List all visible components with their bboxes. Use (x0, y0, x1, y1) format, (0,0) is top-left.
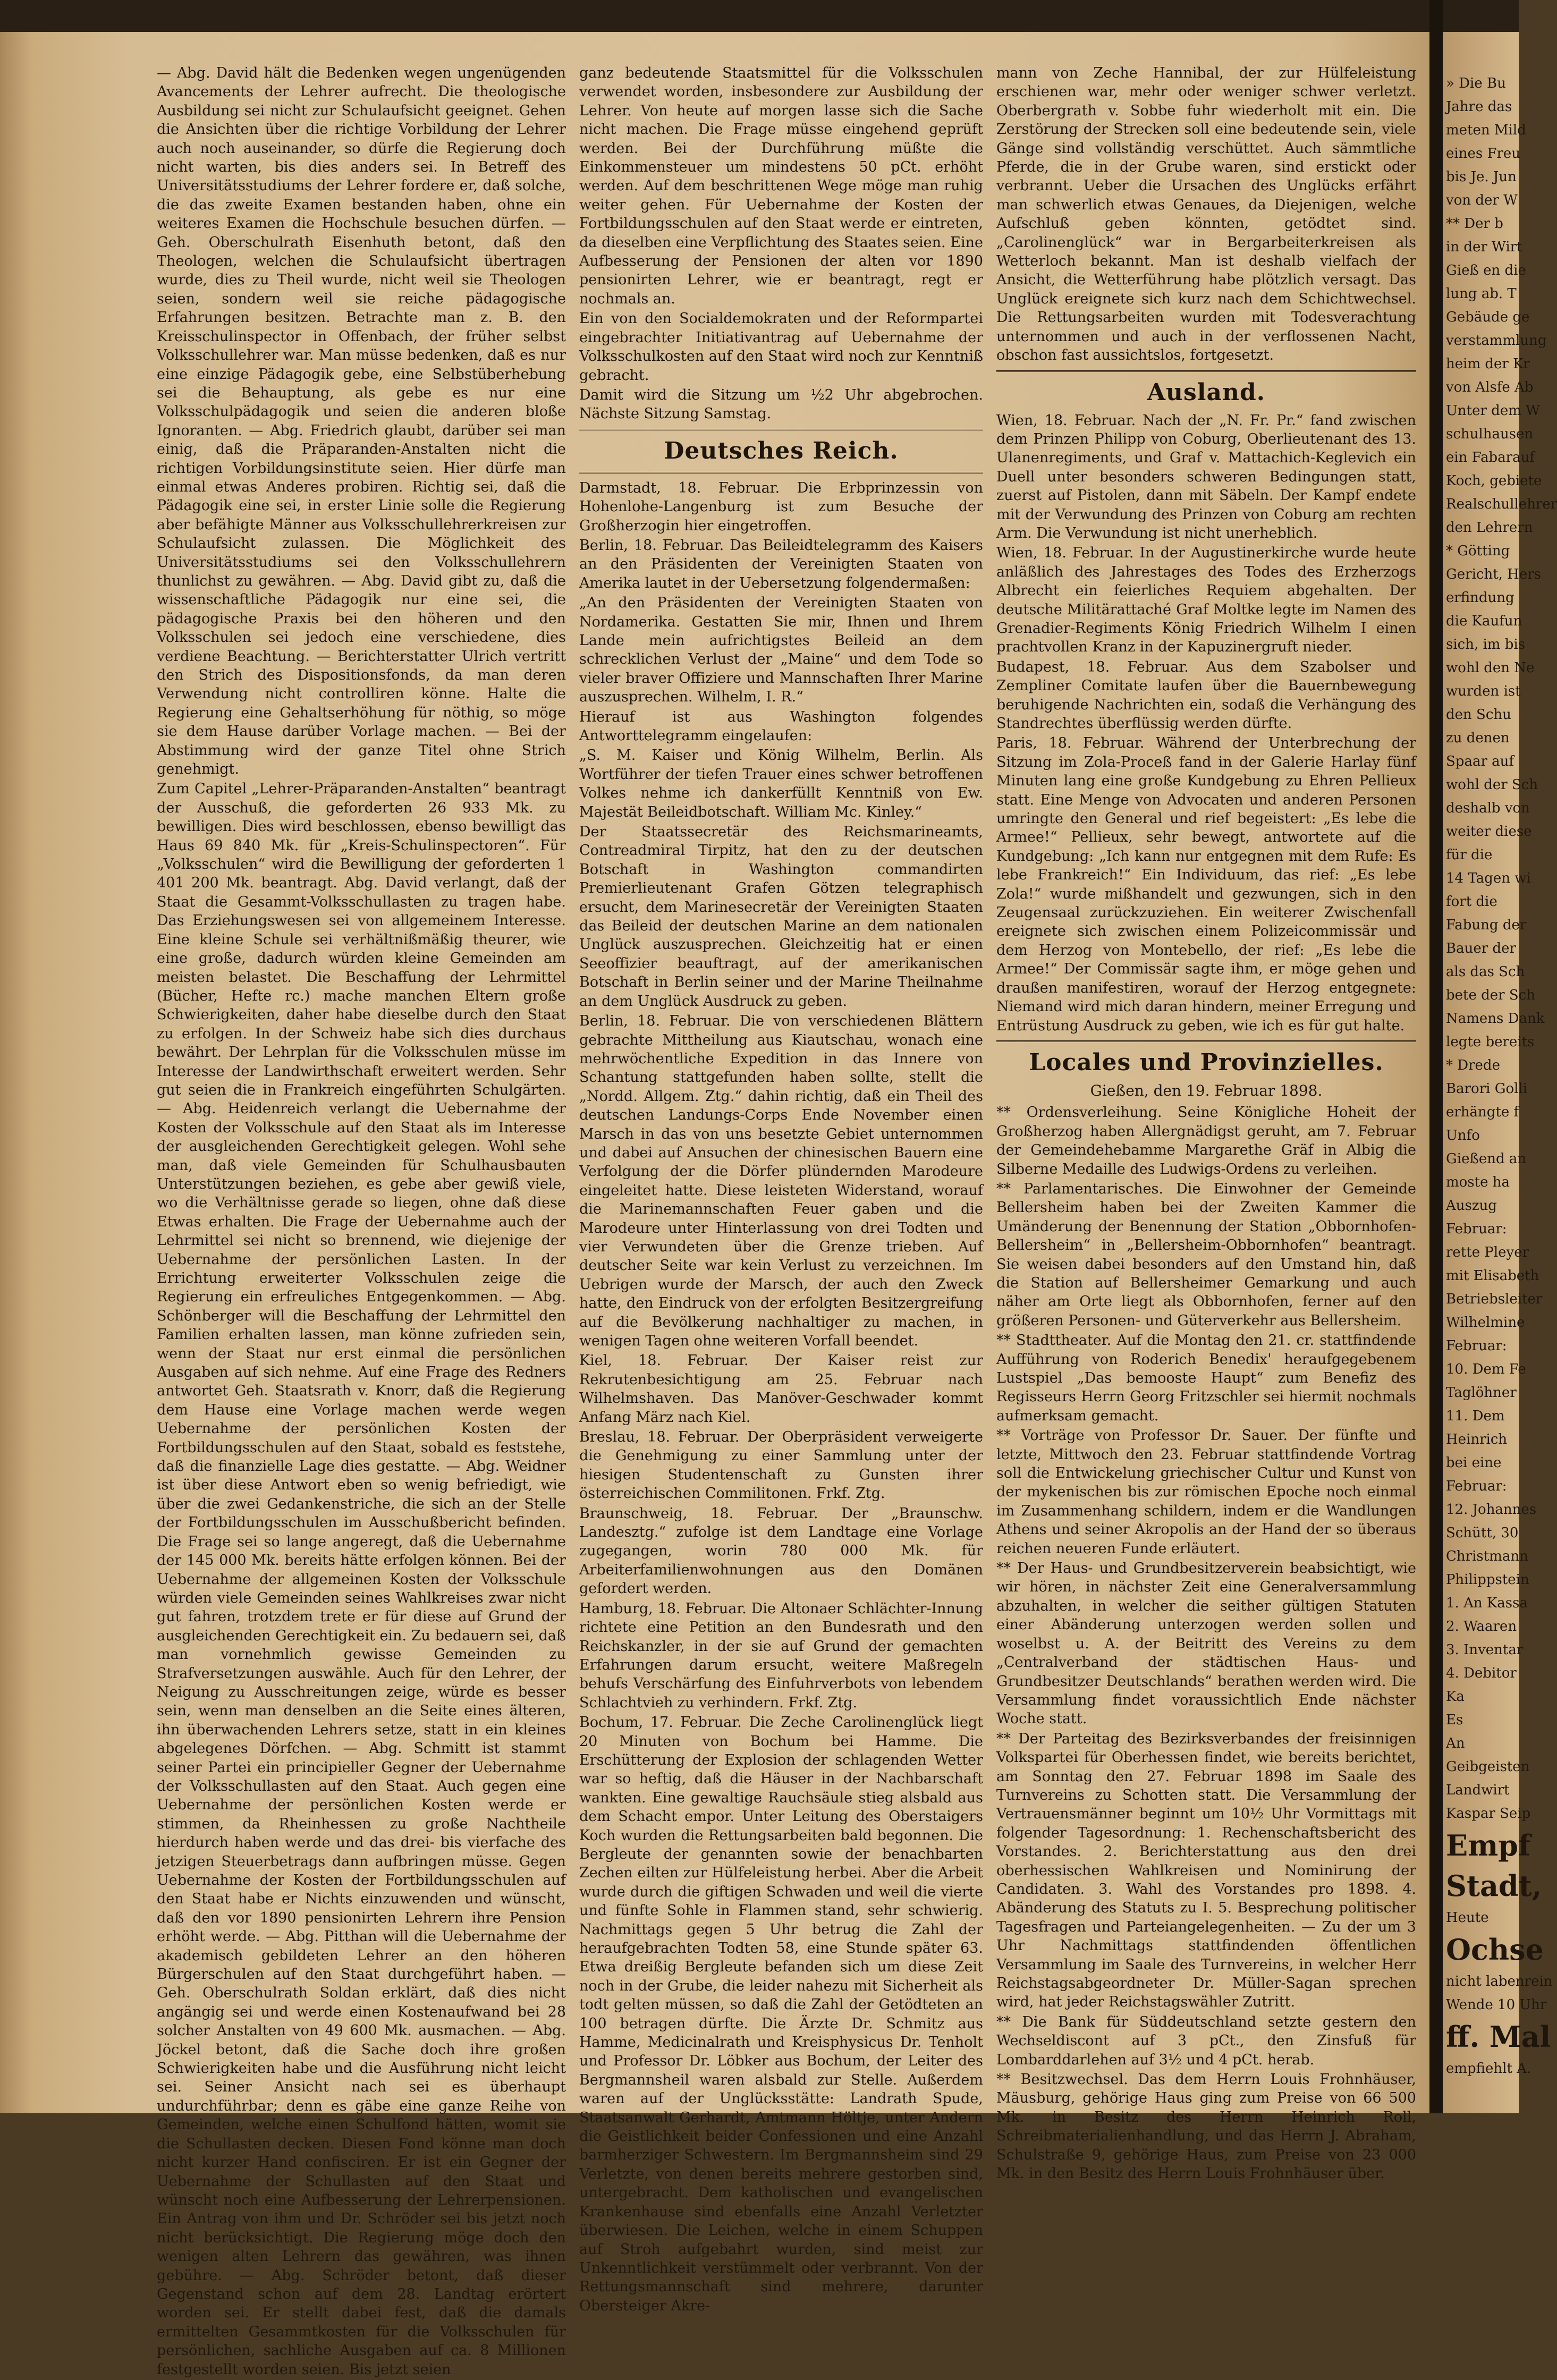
edge-text-fragment: eines Freu (1446, 146, 1521, 162)
edge-text-fragment: Unter dem W (1446, 403, 1540, 419)
edge-text-fragment: den Schu (1446, 707, 1511, 723)
edge-text-fragment: 1. An Kassa (1446, 1595, 1528, 1611)
edge-text-fragment: Jahre das (1446, 99, 1512, 115)
news-item: ** Die Bank für Süddeutschland setzte gestern den Wechseldiscont auf 3 pCt., den Zinsfuß für Lombarddarlehen auf 3½ und 4 pCt. herab. (996, 2013, 1416, 2068)
article-paragraph: Zum Capitel „Lehrer-Präparanden-Anstalten“ beantragt der Ausschuß, die geforderten 26 933 Mk. zu bewilligen. Dies wird beschlossen, ebenso bewilligt das Haus 69 840 Mk. für „Kreis-Schulinspectoren“. Für „Volksschulen“ wird die Bewilligung der geforderten 1 401 200 Mk. beantragt. Abg. David verlangt, daß der Staat die Gesammt-Volksschullasten zu tragen habe. Das Erziehungswesen sei von allgemeinem Interesse. Eine kleine Schule sei verhältnißmäßig theurer, wie eine große, dadurch würden kleine Gemeinden am meisten belastet. Die Beschaffung der Lehrmittel (Bücher, Hefte rc.) mache manchen Eltern große Schwierigkeiten, daher habe dieselbe durch den Staat zu erfolgen. In der Schweiz habe sich dies durchaus bewährt. Der Lehrplan für die Volksschulen müsse im Interesse der Landwirthschaft erweitert werden. Sehr gut seien die in Frankreich eingeführten Schulgärten. — Abg. Heidenreich verlangt die Uebernahme der Kosten der Volksschule auf den Staat als im Interesse der ausgleichenden Gerechtigkeit gelegen. Wohl sehe man, daß viele Gemeinden für Schulhausbauten Unterstützungen beziehen, es gebe aber gewiß viele, wo die Verhältnisse gerade so liegen, ohne daß diese Etwas erhalten. Die Frage der Uebernahme auch der Lehrmittel sei nicht so brennend, wie diejenige der Uebernahme der persönlichen Lasten. In der Errichtung erweiterter Volksschulen zeige die Regierung ein erfreuliches Entgegenkommen. — Abg. Schönberger will die Beschaffung der Lehrmittel den Familien erhalten lassen, man könne zufrieden sein, wenn der Staat nur erst einmal die persönlichen Ausgaben auf sich nehme. Auf eine Frage des Redners antwortet Geh. Staatsrath v. Knorr, daß die Regierung dem Hause eine Vorlage machen werde wegen Uebernahme der persönlichen Kosten der Fortbildungsschulen auf den Staat, sobald es feststehe, daß die finanzielle Lage dies gestatte. — Abg. Weidner ist über diese Antwort eben so wenig befriedigt, wie über die zwei Gedankenstriche, die sich an der Stelle der Fortbildungsschulen im Ausschußbericht befinden. Die Frage sei so lange angeregt, daß die Uebernahme der 145 000 Mk. bereits hätte erfolgen können. Bei der Uebernahme der allgemeinen Kosten der Volksschule würden viele Gemeinden seines Wahlkreises zwar nicht gut fahren, trotzdem trete er für diese auf Grund der ausgleichenden Gerechtigkeit ein. Zu bedauern sei, daß man vornehmlich gewisse Gemeinden zu Strafversetzungen auswähle. Auch für den Lehrer, der Neigung zu Ausschreitungen zeige, würde es besser sein, wenn man denselben an die Seite eines älteren, ihn überwachenden Lehrers setze, statt in ein kleines abgelegenes Dörfchen. — Abg. Schmitt ist stammt seiner Partei ein principieller Gegner der Uebernahme der Volksschullasten auf den Staat. Auch gegen eine Uebernahme der persönlichen Kosten werde er stimmen, da Rheinhessen zu große Nachtheile hierdurch haben werde und das drei- bis vierfache des jetzigen Steuerbetrags dann aufbringen müsse. Gegen Uebernahme der Kosten der Fortbildungsschulen auf den Staat habe er Nichts einzuwenden und wünscht, daß den vor 1890 pensionirten Lehrern ihre Pension erhöht werde. — Abg. Pitthan will die Uebernahme der akademisch gebildeten Lehrer an den höheren Bürgerschulen auf den Staat durchgeführt haben. — Geh. Oberschulrath Soldan erklärt, daß dies nicht angängig sei und werde einen Kostenaufwand bei 28 solcher Anstalten von 49 600 Mk. ausmachen. — Abg. Jöckel betont, daß die Sache doch ihre großen Schwierigkeiten habe und die Ausführung nicht leicht sei. Seiner Ansicht nach sei es überhaupt undurchführbar; denn es gäbe eine ganze Reihe von Gemeinden, welche einen Schulfond hätten, womit sie die Schullasten decken. Diesen Fond könne man doch nicht kurzer Hand confisciren. Er ist ein Gegner der Uebernahme der Schullasten auf den Staat und wünscht noch eine Aufbesserung der Lehrerpensionen. Ein Antrag von ihm und Dr. Schröder sei bis jetzt noch nicht berücksichtigt. Die Regierung möge doch den wenigen alten Lehrern das gewähren, was ihnen gebühre. — Abg. Schröder betont, daß dieser Gegenstand schon auf dem 28. Landtag erörtert worden sei. Er stellt dabei fest, daß die damals ermittelten Gesammtkosten für die Volksschulen für persönlichen, sachliche Ausgaben auf ca. 8 Millionen festgestellt worden seien. Bis jetzt seien (157, 781, 566, 2378)
article-paragraph: mann von Zeche Hannibal, der zur Hülfeleistung erschienen war, mehr oder weniger schwer verletzt. Oberbergrath v. Sobbe fuhr wiederholt mit ein. Die Zerstörung der Strecken soll eine bedeutende sein, viele Gänge sind vollständig verschüttet. Auch sämmtliche Pferde, die in der Grube waren, sind erstickt oder verbrannt. Ueber die Ursachen des Unglücks erfährt man schwerlich etwas Genaues, da Diejenigen, welche Aufschluß geben könnten, getödtet sind. „Carolinenglück“ war in Bergarbeiterkreisen als Wetterloch bekannt. Man ist deshalb vielfach der Ansicht, die Wetterführung habe plötzlich versagt. Das Unglück ereignete sich kurz nach dem Schichtwechsel. Die Rettungsarbeiten wurden mit Todesverachtung unternommen und auch in der verflossenen Nacht, obschon fast aussichtslos, fortgesetzt. (996, 65, 1416, 364)
news-item: Paris, 18. Februar. Während der Unterbrechung der Sitzung im Zola-Proceß fand in der Galerie Harlay fünf Minuten lang eine große Kundgebung zu Ehren Pellieux statt. Eine Menge von Advocaten und anderen Personen umringte den General und rief begeistert: „Es lebe die Armee!“ Pellieux, sehr bewegt, antwortete auf die Kundgebung: „Ich kann nur entgegnen mit dem Rufe: Es lebe Frankreich!“ Ein Individuum, das rief: „Es lebe Zola!“ wurde mißhandelt und gezwungen, sich in den Zeugensaal zurückzuziehen. Ein weiterer Zwischenfall ereignete sich zwischen einem Polizeicommissär und dem Herzog von Montebello, der rief: „Es lebe die Armee!“ Der Commissär sagte ihm, er möge gehen und draußen manifestiren, worauf der Herzog entgegnete: Niemand wird mich daran hindern, meiner Erregung und Entrüstung Ausdruck zu geben, wie ich es für gut halte. (996, 735, 1416, 1034)
edge-text-fragment: wurden ist (1446, 683, 1521, 699)
news-item: Bochum, 17. Februar. Die Zeche Carolinenglück liegt 20 Minuten von Bochum bei Hamme. Die Erschütterung der Explosion der schlagenden Wetter war so heftig, daß die Häuser in der Nachbarschaft wankten. Eine gewaltige Rauchsäule stieg alsbald aus dem Schacht empor. Unter Leitung des Oberstaigers Koch wurden die Rettungsarbeiten bald begonnen. Die Bergleute der genannten sowie der benachbarten Zechen eilten zur Hülfeleistung herbei. Aber die Arbeit wurde durch die giftigen Schwaden und weil die vierte und fünfte Sohle in Flammen stand, sehr schwierig. Nachmittags gegen 5 Uhr betrug die Zahl der heraufgebrachten Todten 58, eine Stunde später 63. Etwa dreißig Bergleute befanden sich um diese Zeit noch in der Grube, die leider nahezu mit Sicherheit als todt gelten müssen, so daß die Zahl der Getödteten an 100 betragen dürfte. Die Ärzte Dr. Schmitz aus Hamme, Medicinalrath und Kreisphysicus Dr. Tenholt und Professor Dr. Löbker aus Bochum, der Leiter des Bergmannsheil waren alsbald zur Stelle. Außerdem waren auf der Unglücksstätte: Landrath Spude, Staatsanwalt Gerhardt, Amtmann Höltje, unter Andern die Geistlichkeit beider Confessionen und eine Anzahl barmherziger Schwestern. Im Bergmannsheim sind 29 Verletzte, von denen bereits mehrere gestorben sind, untergebracht. Dem katholischen und evangelischen Krankenhause sind ebenfalls eine Anzahl Verletzter überwiesen. Die Leichen, welche in einem Schuppen auf Stroh aufgebahrt wurden, sind meist zur Unkenntlichkeit verstümmelt oder verbrannt. Von der Rettungsmannschaft sind mehrere, darunter Obersteiger Akre- (579, 1714, 983, 2314)
edge-text-fragment: 2. Waaren (1446, 1619, 1517, 1634)
edge-text-fragment: Es (1446, 1712, 1463, 1728)
news-item: Darmstadt, 18. Februar. Die Erbprinzessin von Hohenlohe-Langenburg ist zum Besuche der Großherzogin hier eingetroffen. (579, 479, 983, 534)
edge-text-fragment: erfindung (1446, 590, 1514, 606)
section-heading-ausland: Ausland. (1147, 378, 1266, 406)
edge-text-fragment: Heute (1446, 1910, 1489, 1926)
section-rule (579, 429, 983, 430)
news-item: ** Vorträge von Professor Dr. Sauer. Der fünfte und letzte, Mittwoch den 23. Februar stattfindende Vortrag soll die Entwickelung griechischer Cultur und Kunst von der mykenischen bis zur römischen Epoche noch einmal im Zusammenhang schildern, indem er die Wandlungen Athens und seiner Akropolis an der Hand der so überaus reichen neueren Funde erläutert. (996, 1427, 1416, 1557)
news-item: ** Stadttheater. Auf die Montag den 21. cr. stattfindende Aufführung von Roderich Benedix' heraufgegebenem Lustspiel „Das bemooste Haupt“ zum Benefiz des Regisseurs Herrn Georg Fritzschler sei hiermit nochmals aufmerksam gemacht. (996, 1332, 1416, 1424)
news-item: Berlin, 18. Februar. Das Beileidtelegramm des Kaisers an den Präsidenten der Vereinigten Staaten von Amerika lautet in der Uebersetzung folgendermaßen: (579, 537, 983, 591)
edge-text-fragment: 12. Johannes (1446, 1502, 1537, 1518)
news-item: „S. M. Kaiser und König Wilhelm, Berlin. Als Wortführer der tiefen Trauer eines schwer betroffenen Volkes nehme ich dankerfüllt Kenntniß von Ew. Majestät Beileidbotschaft. William Mc. Kinley.“ (579, 747, 983, 820)
edge-text-fragment: 14 Tagen wi (1446, 870, 1531, 886)
section-rule (996, 1040, 1416, 1042)
section-heading-locales: Locales und Provinzielles. (1029, 1048, 1384, 1076)
news-item: ** Besitzwechsel. Das dem Herrn Louis Frohnhäuser, Mäusburg, gehörige Haus ging zum Preise von 66 500 Mk. in Besitz des Herrn Heinrich Roll, Schreibmaterialienhandlung, und das Herrn J. Abraham, Schulstraße 9, gehörige Haus, zum Preise von 23 000 Mk. in den Besitz des Herrn Louis Frohnhäuser über. (996, 2071, 1416, 2182)
edge-text-fragment: Gericht, Hers (1446, 566, 1542, 582)
edge-text-fragment: 4. Debitor (1446, 1665, 1517, 1681)
news-item: Wien, 18. Februar. In der Augustinerkirche wurde heute anläßlich des Jahrestages des Todes des Erzherzogs Albrecht ein feierliches Requiem abgehalten. Der deutsche Militärattaché Graf Moltke legte im Namen des Grenadier-Regiments König Friedrich Wilhelm I einen prachtvollen Kranz in der Kapuzinergruft nieder. (996, 545, 1416, 656)
edge-text-fragment: Philippstein (1446, 1572, 1529, 1588)
edge-text-fragment: Februar: (1446, 1221, 1507, 1237)
edge-text-fragment: Geibgeisten (1446, 1759, 1530, 1775)
article-paragraph: — Abg. David hält die Bedenken wegen ungenügenden Avancements der Lehrer aufrecht. Die theologische Ausbildung sei nicht zur Schulaufsicht geeignet. Gehen die Ansichten über die richtige Vorbildung der Lehrer auch noch auseinander, so dürfe die Regierung doch nicht warten, bis dies anders sei. In Betreff des Universitätsstudiums der Lehrer fordere er, daß solche, die das zweite Examen bestanden haben, ohne ein weiteres Examen die Hochschule besuchen dürfen. — Geh. Oberschulrath Eisenhuth betont, daß den Theologen, welchen die Schulaufsicht übertragen wurde, dies zu Theil wurde, nicht weil sie Theologen seien, sondern weil sie reiche pädagogische Erfahrungen besitzen. Betrachte man z. B. den Kreisschulinspector in Offenbach, der früher selbst Volksschullehrer war. Man müsse bedenken, daß es nur eine einzige Pädagogik gebe, eine Selbstüberhebung sei die Behauptung, als gebe es nur eine Volksschulpädagogik und seien die anderen bloße Ignoranten. — Abg. Friedrich glaubt, darüber sei man einig, daß die Präparanden-Anstalten nicht die richtigen Vorbildungsinstitute seien. Hier dürfe man einmal etwas Anderes probiren. Richtig sei, daß die Pädagogik eine sei, in erster Linie solle die Regierung aber befähigte Männer aus Volksschullehrerkreisen zur Schulaufsicht zulassen. Die Möglichkeit des Universitätsstudiums sei den Volksschullehrern thunlichst zu gewähren. — Abg. David gibt zu, daß die wissenschaftliche Pädagogik nur eine sei, die pädagogische Praxis bei den höheren und den Volksschulen sei jedoch eine verschiedene, dies verdiene Beachtung. — Berichterstatter Ulrich vertritt den Strich des Dispositionsfonds, da man deren Verwendung nicht controlliren könne. Halte die Regierung eine Gehaltserhöhung für nöthig, so möge sie dem Hause darüber Vorlage machen. — Bei der Abstimmung wird der ganze Titel ohne Strich genehmigt. (157, 65, 566, 778)
news-item: ** Der Parteitag des Bezirksverbandes der freisinnigen Volkspartei für Oberhessen findet, wie bereits berichtet, am Sonntag den 27. Februar 1898 im Saale des Turnvereins zu Schotten statt. Die Versammlung der Vertrauensmänner beginnt um 10½ Uhr Vormittags mit folgender Tagesordnung: 1. Rechenschaftsbericht des Vorstandes. 2. Berichterstattung aus den drei oberhessischen Wahlkreisen und Nominirung der Candidaten. 3. Wahl des Vorstandes pro 1898. 4. Abänderung des Statuts zu I. 5. Besprechung politischer Tagesfragen und Parteiangelegenheiten. — Zu der um 3 Uhr Nachmittags stattfindenden öffentlichen Versammlung im Saale des Turnvereins, in welcher Herr Reichstagsabgeordneter Dr. Müller-Sagan sprechen wird, hat jeder Reichstagswähler Zutritt. (996, 1730, 1416, 2011)
edge-text-fragment: meten Mild (1446, 122, 1526, 138)
edge-text-fragment: Ochse (1446, 1933, 1544, 1967)
edge-text-fragment: Ka (1446, 1689, 1465, 1705)
edge-text-fragment: 11. Dem (1446, 1408, 1505, 1424)
edge-text-fragment: Wende 10 Uhr (1446, 1997, 1547, 2013)
edge-text-fragment: Barori Golli (1446, 1081, 1528, 1097)
news-item: „An den Präsidenten der Vereinigten Staaten von Nordamerika. Gestatten Sie mir, Ihnen und Ihrem Lande mein aufrichtigstes Beileid an dem schrecklichen Verlust der „Maine“ und dem Tode so vieler braver Offiziere und Mannschaften Ihrer Marine auszusprechen. Wilhelm, I. R.“ (579, 595, 983, 706)
edge-text-fragment: Unfo (1446, 1128, 1480, 1144)
edge-text-fragment: wohl der Sch (1446, 777, 1538, 793)
edge-text-fragment: nicht labenrein (1446, 1974, 1553, 1989)
edge-text-fragment: fort die (1446, 894, 1497, 910)
edge-text-fragment: Kaspar Seip (1446, 1806, 1531, 1822)
edge-text-fragment: von Alsfe Ab (1446, 379, 1534, 395)
edge-text-fragment: für die (1446, 847, 1493, 863)
section-heading-deutsches-reich: Deutsches Reich. (664, 437, 899, 464)
edge-text-fragment: Fabung der (1446, 917, 1527, 933)
edge-text-fragment: Februar: (1446, 1478, 1507, 1494)
edge-text-fragment: Stadt, (1446, 1869, 1542, 1903)
section-rule (996, 370, 1416, 372)
article-paragraph: Damit wird die Sitzung um ½2 Uhr abgebrochen. Nächste Sitzung Samstag. (579, 386, 983, 422)
edge-text-fragment: als das Sch (1446, 964, 1525, 980)
news-item: Kiel, 18. Februar. Der Kaiser reist zur Rekrutenbesichtigung am 25. Februar nach Wilhelmshaven. Das Manöver-Geschwader kommt Anfang März nach Kiel. (579, 1352, 983, 1426)
edge-text-fragment: Heinrich (1446, 1432, 1508, 1447)
edge-text-fragment: in der Wirt (1446, 239, 1522, 255)
news-item: Hierauf ist aus Washington folgendes Antworttelegramm eingelaufen: (579, 708, 983, 744)
edge-text-fragment: » Die Bu (1446, 75, 1506, 91)
edge-text-fragment: bete der Sch (1446, 987, 1535, 1003)
news-item: Der Staatssecretär des Reichsmarineamts, Contreadmiral Tirpitz, hat den zu der deutschen Botschaft in Washington commandirten Premierlieutenant Grafen Götzen telegraphisch ersucht, dem Marinesecretär der Vereinigten Staaten das Beileid der deutschen Marine an dem nationalen Unglück auszusprechen. Gleichzeitig hat er einen Seeoffizier beauftragt, auf der amerikanischen Botschaft in Berlin seiner und der Marine Theilnahme an dem Unglück Ausdruck zu geben. (579, 824, 983, 1010)
edge-text-fragment: Bauer der (1446, 941, 1516, 956)
edge-text-fragment: weiter diese (1446, 824, 1532, 840)
edge-text-fragment: mit Elisabeth (1446, 1268, 1539, 1284)
edge-text-fragment: ** Der b (1446, 216, 1503, 232)
adjacent-page-edge (1443, 32, 1557, 2113)
edge-text-fragment: Gieß en die (1446, 262, 1526, 278)
edge-text-fragment: legte bereits (1446, 1034, 1535, 1050)
news-item: Hamburg, 18. Februar. Die Altonaer Schlächter-Innung richtete eine Petition an den Bundesrath und den Reichskanzler, in der sie auf Grund der gemachten Erfahrungen darum ersucht, weitere Maßregeln behufs Verschärfung des Einfuhrverbots von lebendem Schlachtvieh zu verhindern. Frkf. Ztg. (579, 1600, 983, 1711)
news-item: ** Ordensverleihung. Seine Königliche Hoheit der Großherzog haben Allergnädigst geruht, am 7. Februar der Gemeindehebamme Margarethe Gräf in Albig die Silberne Medaille des Ludwigs-Ordens zu verleihen. (996, 1104, 1416, 1178)
dateline: Gießen, den 19. Februar 1898. (1090, 1081, 1323, 1099)
edge-text-fragment: wohl den Ne (1446, 660, 1535, 676)
edge-text-fragment: ff. Mal (1446, 2020, 1551, 2054)
edge-text-fragment: Betriebsleiter (1446, 1291, 1543, 1307)
edge-text-fragment: empfiehlt A. (1446, 2061, 1531, 2077)
edge-text-fragment: sich, im bis (1446, 637, 1526, 653)
edge-text-fragment: Taglöhner (1446, 1385, 1517, 1401)
edge-text-fragment: rette Pleyer (1446, 1244, 1529, 1260)
edge-text-fragment: zu denen (1446, 730, 1510, 746)
news-item: Braunschweig, 18. Februar. Der „Braunschw. Landesztg.“ zufolge ist dem Landtage eine Vorlage zugegangen, worin 780 000 Mk. für Arbeiterfamilienwohnungen aus den Domänen gefordert werden. (579, 1505, 983, 1597)
news-item: Breslau, 18. Februar. Der Oberpräsident verweigerte die Genehmigung zu einer Sammlung unter der hiesigen Studentenschaft zu Gunsten ihrer österreichischen Commilitonen. Frkf. Ztg. (579, 1429, 983, 1502)
edge-text-fragment: Spaar auf (1446, 753, 1514, 769)
edge-text-fragment: ein Fabarauf (1446, 450, 1535, 465)
edge-text-fragment: Schütt, 30 (1446, 1525, 1519, 1541)
section-rule (579, 472, 983, 473)
news-item: Budapest, 18. Februar. Aus dem Szabolser und Zempliner Comitate laufen über die Bauernbewegung beruhigende Nachrichten ein, sodaß die Verhängung des Standrechtes überflüssig werden dürfte. (996, 658, 1416, 732)
edge-text-fragment: lung ab. T (1446, 286, 1517, 302)
edge-text-fragment: Gebäude ge (1446, 309, 1530, 325)
edge-text-fragment: schulhausen (1446, 426, 1534, 442)
page-gutter (1429, 0, 1443, 2113)
edge-text-fragment: Wilhelmine (1446, 1315, 1525, 1331)
news-item: Wien, 18. Februar. Nach der „N. Fr. Pr.“ fand zwischen dem Prinzen Philipp von Coburg, Oberlieutenant des 13. Ulanenregiments, und Graf v. Mattachich-Keglevich ein Duell unter besonders schweren Bedingungen statt, zuerst auf Pistolen, dann mit Säbeln. Der Kampf endete mit der Verwundung des Prinzen von Coburg am rechten Arm. Die Verwundung ist nicht unerheblich. (996, 412, 1416, 541)
news-item: ** Der Haus- und Grundbesitzerverein beabsichtigt, wie wir hören, in nächster Zeit eine Generalversammlung abzuhalten, in welcher die seither gültigen Statuten einer Abänderung unterzogen werden sollen und woselbst u. A. der Beitritt des Vereins zu dem „Centralverband der städtischen Haus- und Grundbesitzer Deutschlands“ berathen werden wird. Die Versammlung findet voraussichtlich Ende nächster Woche statt. (996, 1560, 1416, 1727)
article-paragraph: ganz bedeutende Staatsmittel für die Volksschulen verwendet worden, insbesondere zur Ausbildung der Lehrer. Von heute auf morgen lasse sich die Sache nicht machen. Die Frage müsse eingehend geprüft werden. Bei der Durchführung müßte die Einkommensteuer um mindestens 50 pCt. erhöht werden. Auf dem beschrittenen Wege möge man ruhig weiter gehen. Für Uebernahme der Kosten der Fortbildungsschulen auf den Staat werde er eintreten, da dieselben eine Verpflichtung des Staates seien. Eine Aufbesserung der Pensionen der alten vor 1890 pensionirten Lehrer, wie er beantragt, regt er nochmals an. (579, 65, 983, 307)
edge-text-fragment: Gießend an (1446, 1151, 1527, 1167)
edge-text-fragment: * Götting (1446, 543, 1510, 559)
edge-text-fragment: deshalb von (1446, 800, 1530, 816)
edge-text-fragment: Realschullehrer (1446, 496, 1557, 512)
edge-text-fragment: die Kaufun (1446, 613, 1522, 629)
edge-text-fragment: 10. Dem Fe (1446, 1361, 1526, 1377)
edge-text-fragment: moste ha (1446, 1174, 1510, 1190)
edge-text-fragment: Namens Dank (1446, 1011, 1545, 1027)
article-paragraph: Ein von den Socialdemokraten und der Reformpartei eingebrachter Initiativantrag auf Uebernahme der Volksschulkosten auf den Staat wird noch zur Kenntniß gebracht. (579, 310, 983, 384)
edge-text-fragment: den Lehrern (1446, 520, 1533, 536)
edge-text-fragment: Koch, gebiete (1446, 473, 1542, 489)
edge-text-fragment: Landwirt (1446, 1782, 1510, 1798)
column-3 (996, 64, 1416, 2184)
edge-text-fragment: Auszug (1446, 1198, 1497, 1214)
column-2 (579, 64, 983, 2316)
edge-text-fragment: An (1446, 1735, 1465, 1751)
news-item: Berlin, 18. Februar. Die von verschiedenen Blättern gebrachte Mittheilung aus Kiautschau, wonach eine mehrwöchentliche Expedition in das Innere von Schantung stattgefunden haben sollte, stellt die „Nordd. Allgem. Ztg.“ dahin richtig, daß ein Theil des deutschen Landungs-Corps Ende November einen Marsch in das von uns besetzte Gebiet unternommen und dabei auf Ansuchen der chinesischen Bauern eine Verfolgung der die Dörfer plündernden Marodeure eingeleitet hatte. Diese leisteten Widerstand, worauf die Marinemannschaften Feuer gaben und die Marodeure unter Hinterlassung von drei Todten und vier Verwundeten über die Grenze trieben. Auf deutscher Seite war kein Verlust zu verzeichnen. Im Uebrigen wurde der Marsch, der auch den Zweck hatte, den Eindruck von der erfolgten Besitzergreifung auf die Bevölkerung nachhaltiger zu machen, in wenigen Tagen ohne weiteren Vorfall beendet. (579, 1013, 983, 1349)
edge-text-fragment: erhängte f (1446, 1104, 1519, 1120)
edge-text-fragment: Christmann (1446, 1548, 1528, 1564)
edge-text-fragment: bis Je. Jun (1446, 169, 1517, 185)
edge-text-fragment: Empf (1446, 1828, 1531, 1862)
edge-text-fragment: verstammlung (1446, 333, 1547, 349)
news-item: ** Parlamentarisches. Die Einwohner der Gemeinde Bellersheim haben bei der Zweiten Kammer die Umänderung der Benennung der Station „Obbornhofen-Bellersheim“ in „Bellersheim-Obbornhofen“ beantragt. Sie weisen dabei besonders auf den Umstand hin, daß die Station auf Bellersheimer Gemarkung und auch näher am Orte liegt als Obbornhofen, ferner auf den größeren Personen- und Güterverkehr aus Bellersheim. (996, 1180, 1416, 1329)
column-1 (157, 64, 566, 2380)
edge-text-fragment: bei eine (1446, 1455, 1502, 1471)
edge-text-fragment: 3. Inventar (1446, 1642, 1524, 1658)
edge-text-fragment: heim der Kr (1446, 356, 1530, 372)
edge-text-fragment: von der W (1446, 192, 1518, 208)
edge-text-fragment: * Drede (1446, 1057, 1500, 1073)
edge-text-fragment: Februar: (1446, 1338, 1507, 1354)
